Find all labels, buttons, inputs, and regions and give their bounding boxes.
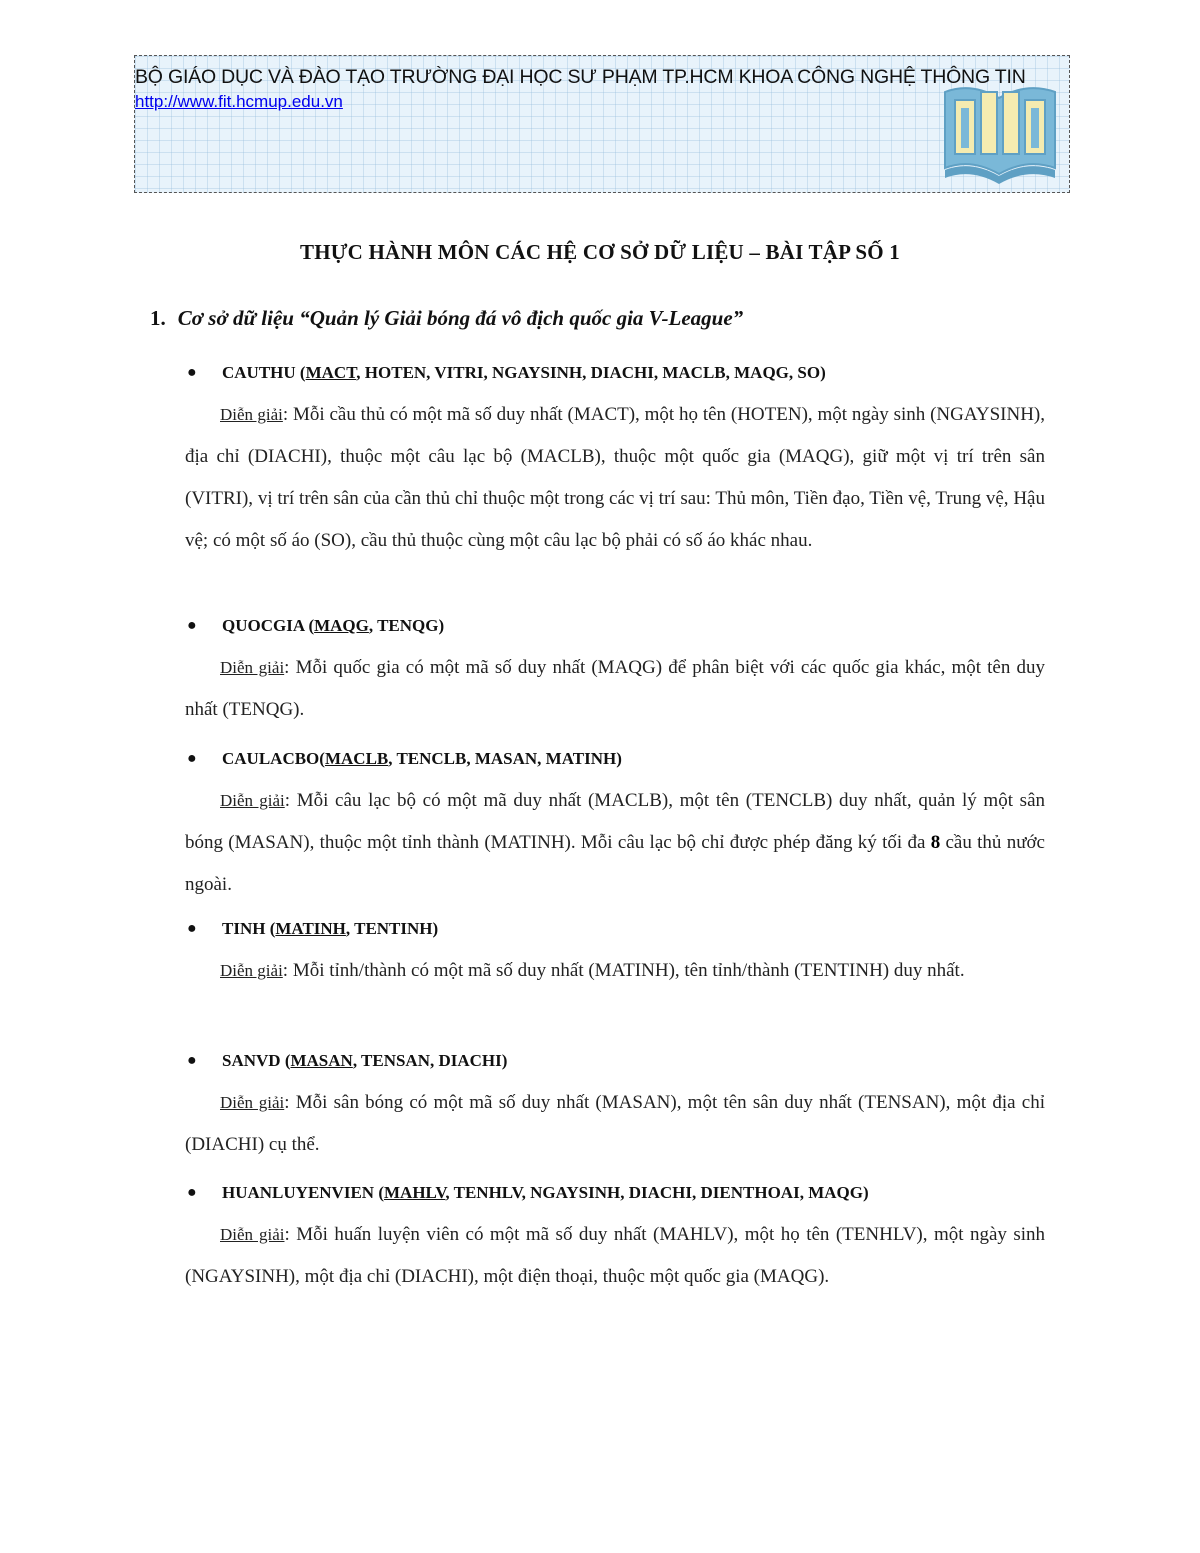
page-title: THỰC HÀNH MÔN CÁC HỆ CƠ SỞ DỮ LIỆU – BÀI TẬP SỐ 1 — [300, 240, 900, 264]
description-text: : Mỗi sân bóng có một mã số duy nhất (MASAN), một tên sân duy nhất (TENSAN), một địa chỉ (DIACHI) cụ thể. — [185, 1092, 1045, 1155]
entity-attributes: , TENHLV, NGAYSINH, DIACHI, DIENTHOAI, MAQG) — [445, 1183, 869, 1202]
entity-schema: ● HUANLUYENVIEN (MAHLV, TENHLV, NGAYSINH, DIACHI, DIENTHOAI, MAQG) — [185, 1176, 1045, 1210]
header-box — [134, 55, 1070, 193]
section-heading — [150, 306, 743, 331]
description-label: Diễn giải — [220, 961, 283, 980]
header-title: BỘ GIÁO DỤC VÀ ĐÀO TẠO TRƯỜNG ĐẠI HỌC SƯ PHẠM TP.HCM KHOA CÔNG NGHỆ THÔNG TIN — [135, 66, 1026, 88]
faculty-logo-icon — [941, 78, 1059, 186]
description-tail: cầu thủ nước ngoài. — [185, 832, 1045, 895]
description-label: Diễn giải — [220, 1093, 285, 1112]
primary-key: MATINH — [275, 919, 346, 938]
description-label: Diễn giải — [220, 1225, 285, 1244]
entity-description — [185, 394, 1045, 562]
entity-sanvd — [185, 1044, 1045, 1166]
primary-key: MAQG — [314, 616, 369, 635]
section-heading-text: Cơ sở dữ liệu “Quản lý Giải bóng đá vô địch quốc gia V-League” — [177, 306, 744, 330]
description-label: Diễn giải — [220, 658, 285, 677]
description-text: : Mỗi quốc gia có một mã số duy nhất (MAQG) để phân biệt với các quốc gia khác, một tên duy nhất (TENQG). — [185, 657, 1045, 720]
description-text: : Mỗi huấn luyện viên có một mã số duy nhất (MAHLV), một họ tên (TENHLV), một ngày sinh (NGAYSINH), một địa chỉ (DIACHI), một điện thoại, thuộc một quốc gia (MAQG). — [185, 1224, 1045, 1287]
entity-tinh — [185, 912, 1045, 992]
description-text: : Mỗi cầu thủ có một mã số duy nhất (MACT), một họ tên (HOTEN), một ngày sinh (NGAYSINH), địa chỉ (DIACHI), thuộc một câu lạc bộ (MACLB), thuộc một quốc gia (MAQG), giữ một vị trí trên sân (VITRI), vị trí trên sân của cần thủ chỉ thuộc một trong các vị trí sau: Thủ môn, Tiền đạo, Tiền vệ, Trung vệ, Hậu vệ; có một số áo (SO), cầu thủ thuộc cùng một câu lạc bộ phải có số áo khác nhau. — [185, 404, 1045, 551]
section-number: 1. — [150, 306, 166, 330]
bullet-icon: ● — [187, 1052, 197, 1069]
bullet-icon: ● — [187, 364, 197, 381]
entity-schema: ● QUOCGIA (MAQG, TENQG) — [185, 609, 1045, 643]
entity-name: TINH — [222, 919, 266, 938]
entity-description — [185, 950, 1045, 992]
entity-description — [185, 1214, 1045, 1298]
bullet-icon: ● — [187, 920, 197, 937]
description-label: Diễn giải — [220, 405, 283, 424]
entity-name: CAUTHU — [222, 363, 296, 382]
entity-name: HUANLUYENVIEN — [222, 1183, 375, 1202]
entity-attributes: , TENQG) — [368, 616, 445, 635]
description-label: Diễn giải — [220, 791, 285, 810]
bullet-icon: ● — [187, 750, 197, 767]
entity-name: CAULACBO — [222, 749, 320, 768]
primary-key: MACLB — [324, 749, 389, 768]
description-text: : Mỗi tỉnh/thành có một mã số duy nhất (MATINH), tên tỉnh/thành (TENTINH) duy nhất. — [282, 960, 965, 981]
entity-schema: ● CAUTHU (MACT, HOTEN, VITRI, NGAYSINH, DIACHI, MACLB, MAQG, SO) — [185, 356, 1045, 390]
description-emphasis: 8 — [930, 832, 941, 853]
website-link[interactable]: http://www.fit.hcmup.edu.vn — [135, 92, 343, 111]
entity-schema: ● TINH (MATINH, TENTINH) — [185, 912, 1045, 946]
entity-cauthu — [185, 356, 1045, 562]
primary-key: MASAN — [290, 1051, 353, 1070]
entity-schema: ● CAULACBO(MACLB, TENCLB, MASAN, MATINH) — [185, 742, 1045, 776]
entity-attributes: , HOTEN, VITRI, NGAYSINH, DIACHI, MACLB, MAQG, SO) — [356, 363, 826, 382]
entity-quocgia — [185, 609, 1045, 731]
primary-key: MAHLV — [384, 1183, 446, 1202]
primary-key: MACT — [305, 363, 357, 382]
entity-description — [185, 1082, 1045, 1166]
bullet-icon: ● — [187, 617, 197, 634]
entity-attributes: , TENCLB, MASAN, MATINH) — [388, 749, 622, 768]
entity-attributes: , TENSAN, DIACHI) — [352, 1051, 508, 1070]
entity-name: SANVD — [222, 1051, 281, 1070]
entity-description — [185, 780, 1045, 906]
entity-attributes: , TENTINH) — [345, 919, 439, 938]
entity-schema: ● SANVD (MASAN, TENSAN, DIACHI) — [185, 1044, 1045, 1078]
entity-caulacbo — [185, 742, 1045, 906]
description-text: : Mỗi câu lạc bộ có một mã duy nhất (MACLB), một tên (TENCLB) duy nhất, quản lý một sân bóng (MASAN), thuộc một tỉnh thành (MATINH). Mỗi câu lạc bộ chỉ được phép đăng ký tối đa — [185, 790, 1045, 853]
entity-huanluyenvien — [185, 1176, 1045, 1298]
entity-name: QUOCGIA — [222, 616, 305, 635]
bullet-icon: ● — [187, 1184, 197, 1201]
entity-description — [185, 647, 1045, 731]
